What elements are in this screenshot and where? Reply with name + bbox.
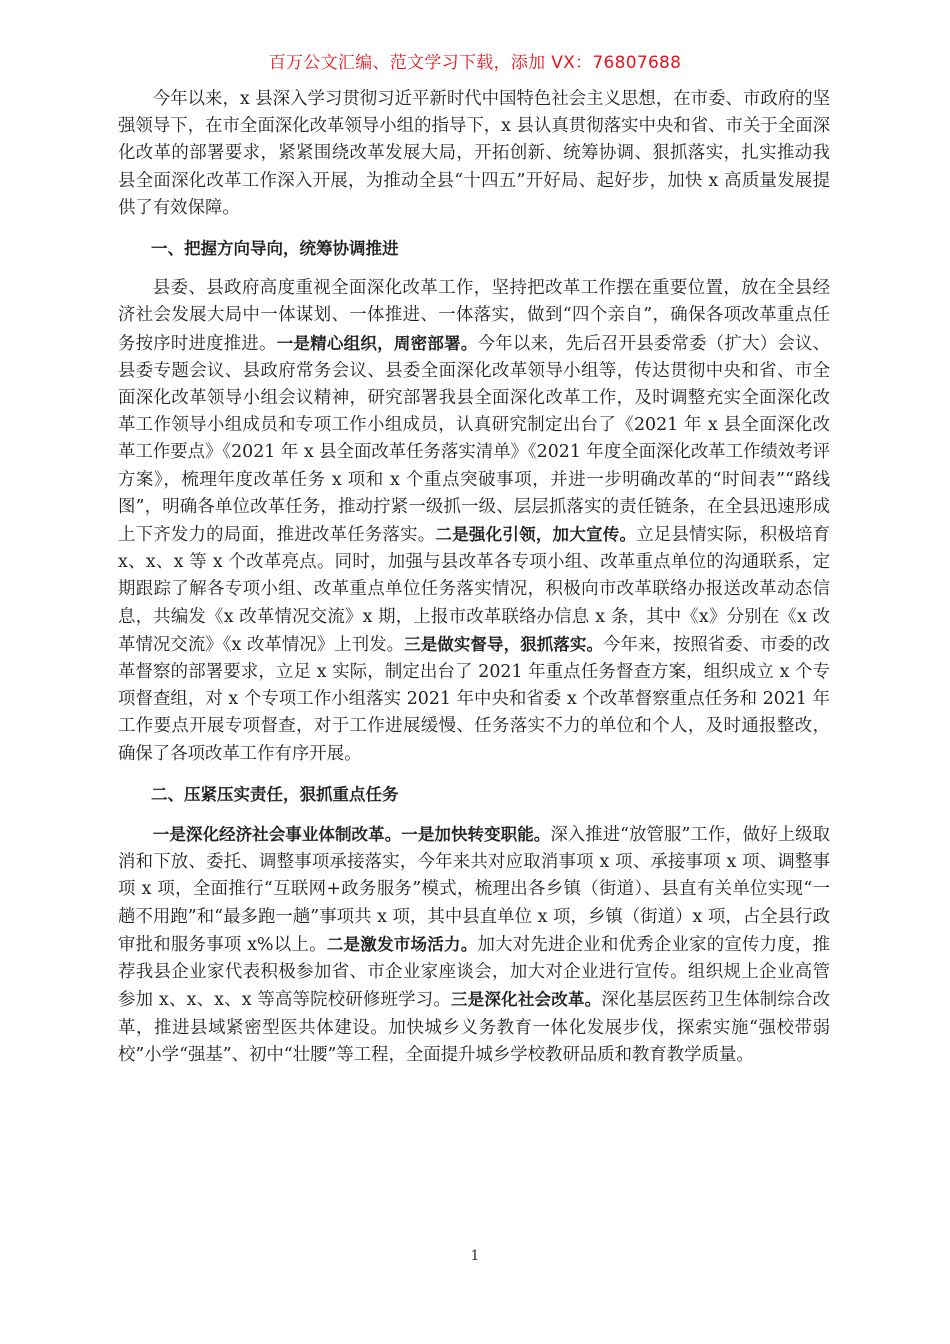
header-banner: 百万公文汇编、范文学习下载，添加 VX：76807688 <box>268 53 682 73</box>
section-1-bold-2: 二是强化引领，加大宣传。 <box>435 525 637 545</box>
section-1-text-e: 今年来，按照省委、市委的改革督察的部署要求，立足 x 实际，制定出台了 2021 年重点任务督查方案，组织成立 x 个专项督查组，对 x 个专项工作小组落实 2021 年中央和省委 x 个改革督察重点任务和 2021 年工作要点开展专项督查，对于工作进展缓慢、任务落实不力的单位和个人，及时通报整改，确保了各项改革工作有序开展。 <box>118 634 830 764</box>
section-1-text-d: 立足县情实际，积极培育 x、x、x 等 x 个改革亮点。同时，加强与县改革各专项小组、改革重点单位的沟通联系，定期跟踪了解各专项小组、改革重点单位任务落实情况，积极向市改革联络办报送改革动态信息，共编发《x 改革情况交流》x 期，上报市改革联络办信息 x 条，其中《x》分别在《x 改革情况交流》《x 改革情况》上刊发。 <box>118 525 830 655</box>
section-2-text-3: 深化基层医药卫生体制综合改革，推进县域紧密型医共体建设。加快城乡义务教育一体化发展步伐，探索实施“强校带弱校”小学“强基”、初中“壮腰”等工程，全面提升城乡学校教研品质和教育教学质量。 <box>118 990 830 1065</box>
section-2-text-1: 深入推进“放管服”工作，做好上级取消和下放、委托、调整事项承接落实，今年来共对应取消事项 x 项、承接事项 x 项、调整事项 x 项，全面推行“互联网+政务服务”模式，梳理出各乡镇（街道）、县直有关单位实现“一趟不用跑”和“最多跑一趟”事项共 x 项，其中县直单位 x 项，乡镇（街道）x 项，占全县行政审批和服务事项 x%以上。 <box>118 825 830 955</box>
section-1-paragraph <box>118 275 830 768</box>
section-2-paragraph <box>118 821 830 1069</box>
document-body <box>118 86 830 1069</box>
section-2-bold-1: 一是深化经济社会事业体制改革。一是加快转变职能。 <box>152 825 551 845</box>
section-1-text-c: 今年以来，先后召开县委常委（扩大）会议、县委专题会议、县政府常务会议、县委全面深化改革领导小组等，传达贯彻中央和省、市全面深化改革领导小组会议精神，研究部署我县全面深化改革工作，及时调整充实全面深化改革工作领导小组成员和专项工作小组成员，认真研究制定出台了《2021 年 x 县全面深化改革工作要点》《2021 年 x 县全面改革任务落实清单》《2021 年度全面深化改革工作绩效考评方案》，梳理年度改革任务 x 项和 x 个重点突破事项，并进一步明确改革的“时间表”“路线图”，明确各单位改革任务，推动拧紧一级抓一级、层层抓落实的责任链条，在全县迅速形成上下齐发力的局面，推进改革任务落实。 <box>118 333 830 546</box>
section-2-heading: 二、压紧压实责任，狠抓重点任务 <box>151 784 399 804</box>
section-2-bold-2: 二是激发市场活力。 <box>326 934 478 954</box>
intro-paragraph: 今年以来，x 县深入学习贯彻习近平新时代中国特色社会主义思想，在市委、市政府的坚强领导下，在市全面深化改革领导小组的指导下，x 县认真贯彻落实中央和省、市关于全面深化改革的部署要求，紧紧围绕改革发展大局，开拓创新、统筹协调、狠抓落实，扎实推动我县全面深化改革工作深入开展，为推动全县“十四五”开好局、起好步，加快 x 高质量发展提供了有效保障。 <box>118 89 830 218</box>
section-1-bold-3: 三是做实督导，狠抓落实。 <box>404 634 604 654</box>
section-1-heading: 一、把握方向导向，统筹协调推进 <box>151 239 399 259</box>
section-1-bold-1: 一是精心组织，周密部署。 <box>276 333 478 353</box>
page-number: 1 <box>470 1248 480 1264</box>
section-2-bold-3: 三是深化社会改革。 <box>450 990 602 1010</box>
section-1-text-a: 县委、县政府高度重视全面深化改革工作，坚持把改革工作摆在重要位置，放在全县经济社会发展大局中一体谋划、一体推进、一体落实，做到“四个亲自”，确保各项改革重点任务按序时进度推进。 <box>118 278 830 354</box>
section-2-text-2: 加大对先进企业和优秀企业家的宣传力度，推荐我县企业家代表积极参加省、市企业家座谈会，加大对企业进行宣传。组织规上企业高管参加 x、x、x、x 等高等院校研修班学习。 <box>118 934 830 1011</box>
